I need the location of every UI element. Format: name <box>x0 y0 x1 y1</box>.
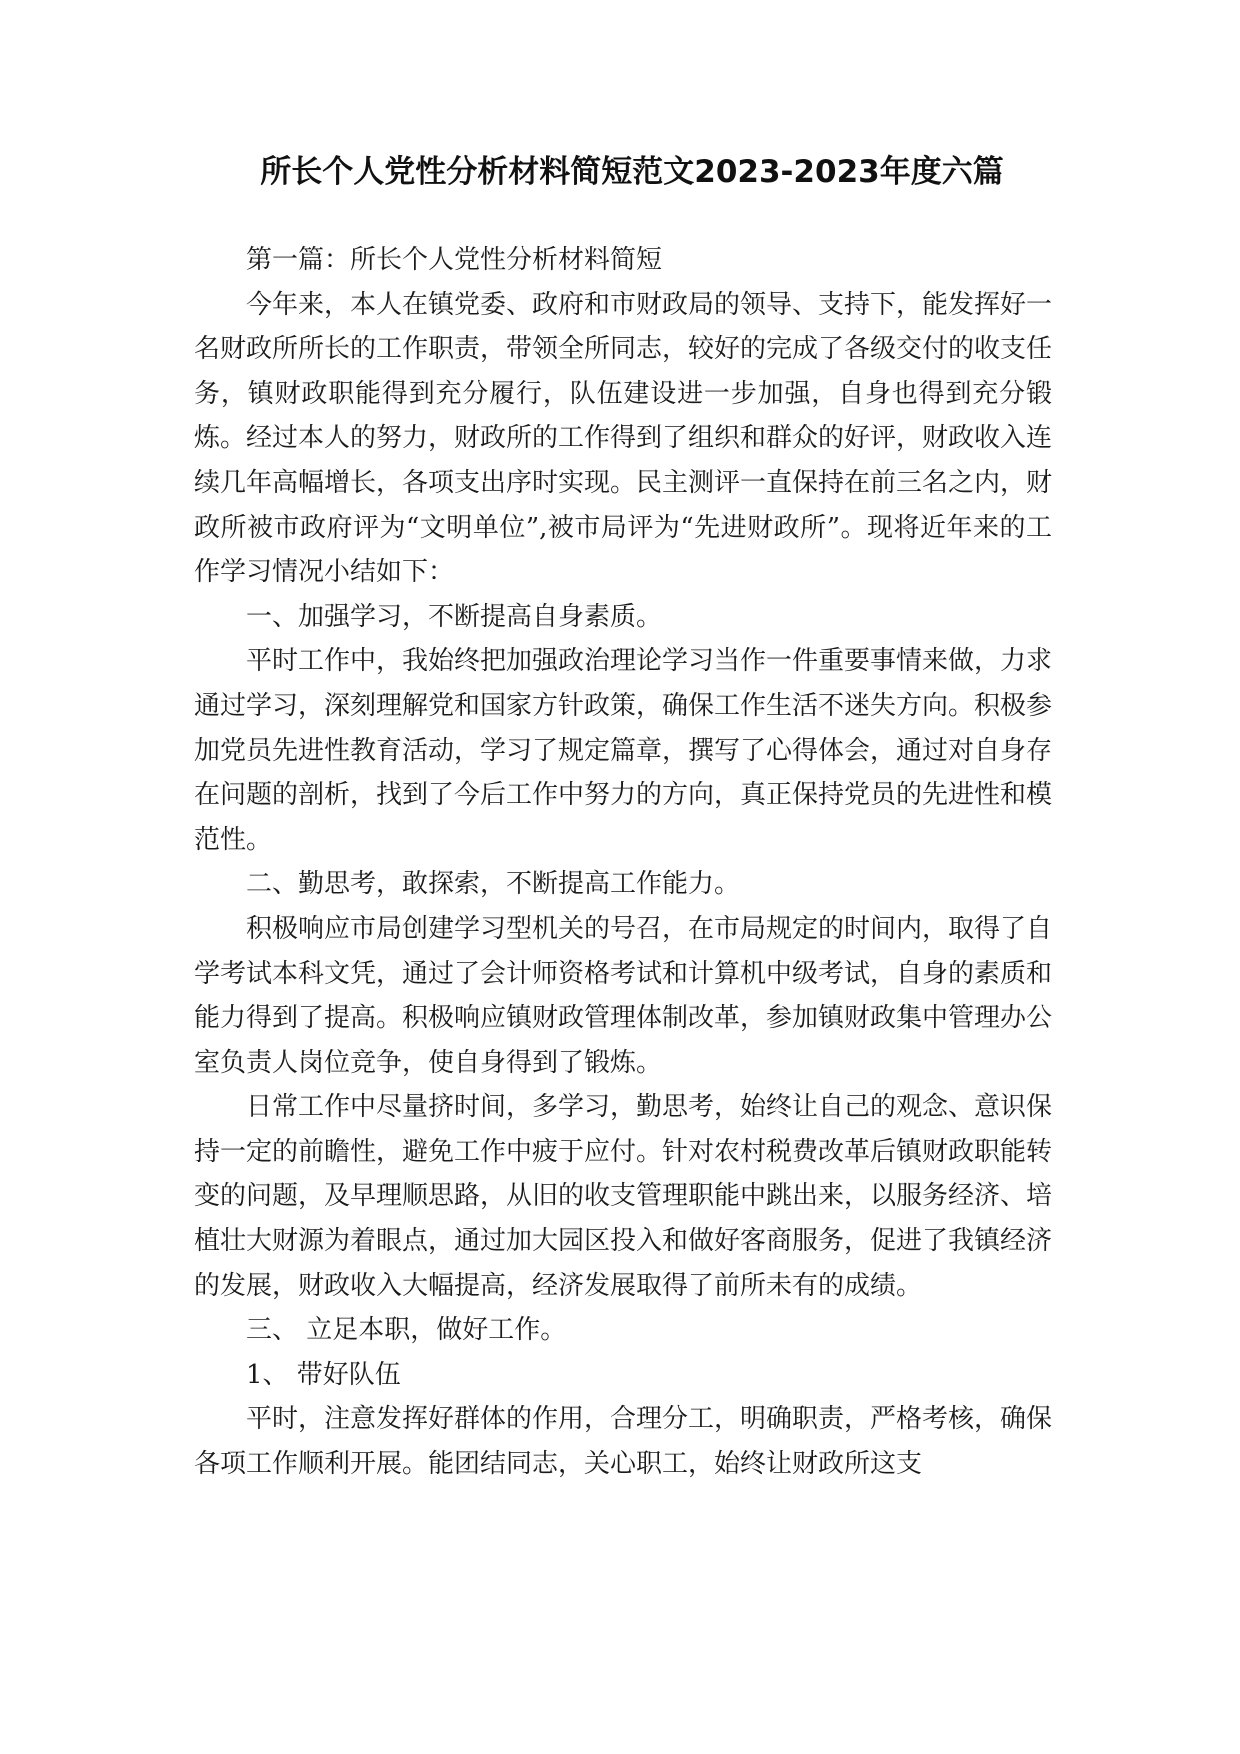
paragraph-ability: 积极响应市局创建学习型机关的号召，在市局规定的时间内，取得了自学考试本科文凭，通过了会计师资格考试和计算机中级考试，自身的素质和能力得到了提高。积极响应镇财政管理体制改革，参加镇财政集中管理办公室负责人岗位竞争，使自身得到了锻炼。 <box>194 913 1053 1078</box>
section-heading-part-one: 第一篇：所长个人党性分析材料简短 <box>246 245 663 275</box>
section-heading-study: 一、加强学习，不断提高自身素质。 <box>246 601 663 632</box>
paragraph-introduction: 今年来，本人在镇党委、政府和市财政局的领导、支持下，能发挥好一名财政所所长的工作职责，带领全所同志，较好的完成了各级交付的收支任务，镇财政职能得到充分履行，队伍建设进一步加强，自身也得到充分锻炼。经过本人的努力，财政所的工作得到了组织和群众的好评，财政收入连续几年高幅增长，各项支出序时实现。民主测评一直保持在前三名之内，财政所被市政府评为“文明单位”,被市局评为“先进财政所”。现将近年来的工作学习情况小结如下： <box>194 289 1053 588</box>
section-heading-ability: 二、勤思考，敢探索，不断提高工作能力。 <box>246 869 741 900</box>
subheading-team: 1、 带好队伍 <box>246 1359 401 1390</box>
document-title: 所长个人党性分析材料简短范文2023-2023年度六篇 <box>260 154 1004 190</box>
paragraph-daily-work: 日常工作中尽量挤时间，多学习，勤思考，始终让自己的观念、意识保持一定的前瞻性，避免工作中疲于应付。针对农村税费改革后镇财政职能转变的问题，及早理顺思路，从旧的收支管理职能中跳出来，以服务经济、培植壮大财源为着眼点，通过加大园区投入和做好客商服务，促进了我镇经济的发展，财政收入大幅提高，经济发展取得了前所未有的成绩。 <box>194 1092 1053 1301</box>
section-heading-duty: 三、 立足本职，做好工作。 <box>246 1315 567 1346</box>
document-body <box>194 238 1052 1487</box>
paragraph-team: 平时，注意发挥好群体的作用，合理分工，明确职责，严格考核，确保各项工作顺利开展。能团结同志，关心职工，始终让财政所这支 <box>194 1404 1053 1480</box>
paragraph-study: 平时工作中，我始终把加强政治理论学习当作一件重要事情来做，力求通过学习，深刻理解党和国家方针政策，确保工作生活不迷失方向。积极参加党员先进性教育活动，学习了规定篇章，撰写了心得体会，通过对自身存在问题的剖析，找到了今后工作中努力的方向，真正保持党员的先进性和模范性。 <box>194 646 1053 855</box>
